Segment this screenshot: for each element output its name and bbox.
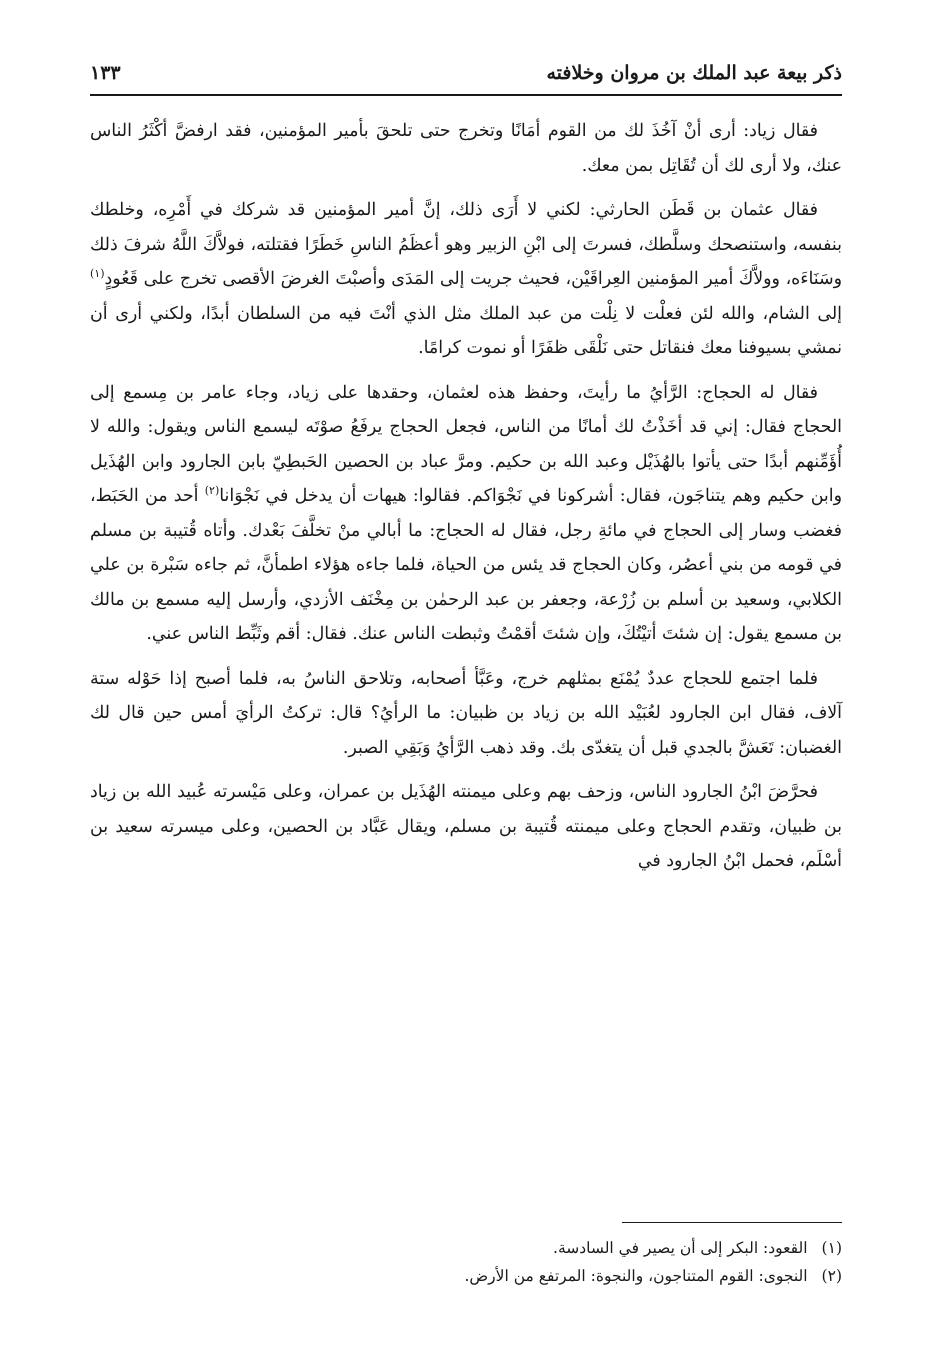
footnote: [90, 1262, 842, 1290]
body-text: [90, 114, 842, 879]
footnote-marker: (١): [90, 267, 105, 281]
paragraph: [90, 114, 842, 183]
footnote-number: (١): [821, 1239, 842, 1257]
paragraph-text: فقال عثمان بن قَطَن الحارثي: لكني لا أَرَى ذلك، إنَّ أمير المؤمنين قد شركك في أَمْرِه، وخلطك بنفسه، واستنصحك وسلَّطك، فسرتَ إلى ابْنِ الزبير وهو أعظَمُ الناسِ خَطَرًا فقتلته، فولاَّكَ اللَّهُ شرفَ ذلك وسَنَاءَه، وولاَّكَ أمير المؤمنين العِراقَيْن، فحيث جريت إلى المَدَى وأصبْتَ الغرضَ الأقصى تخرج على قَعُودٍ: [90, 200, 842, 289]
footnote-number: (٢): [821, 1267, 842, 1285]
paragraph: [90, 662, 842, 766]
paragraph-text: فلما اجتمع للحجاج عددٌ يُمْنَع بمثلهم خرج، وعَبَّأ أصحابه، وتلاحق الناسُ به، فلما أصبح إذا حَوْله ستة آلاف، فقال ابن الجارود لعُبَيْد الله بن زياد بن ظبيان: ما الرأيُ؟ قال: تركتُ الرأيَ أمس حين قال لك الغضبان: تَعَشَّ بالجدي قبل أن يتغدّى بك. وقد ذهب الرَّأيُ وَبَقِي الصبر.: [90, 668, 842, 758]
paragraph-text: فقال زياد: أرى أنْ آخُذَ لك من القوم أمَانًا وتخرج حتى تلحقَ بأمير المؤمنين، فقد ارفضَّ أكْثَرُ الناس عنك، ولا أرى لك أن تُقَاتِل بمن معك.: [90, 121, 842, 176]
footnote-marker: (٢): [204, 484, 220, 498]
paragraph-text: أحد من الحَبَط، فغضب وسار إلى الحجاج في مائةِ رجل، فقال له الحجاج: ما أبالي منْ تخلَّفَ بَعْدك. وأتاه قُتيبة بن مسلم في قومه من بني أعصُر، وكان الحجاج قد يئس من الحياة، فلما جاءه هؤلاء اطمأنَّ، ثم جاءه سَبْرة بن علي الكلابي، وسعيد بن أسلم بن زُرْعة، وجعفر بن عبد الرحمٰن بن مِخْنَف الأزدي، وأرسل إليه مسمع بن مالك بن مسمع يقول: إن شئتَ أتيْتُكَ، وإن شئتَ أقمْتُ وثبطت الناس عنك. فقال: أقم وثَبِّط الناس عني.: [90, 486, 842, 644]
footnote-divider: [622, 1222, 842, 1223]
page-number: ١٣٣: [90, 62, 121, 84]
paragraph: [90, 376, 842, 652]
paragraph-text: إلى الشام، والله لئن فعلْت لا نِلْت من عبد الملك مثل الذي أنْتَ فيه من السلطان أبدًا، ولكني أرى أن نمشي بسيوفنا معك فنقاتل حتى نَلْقَى ظفَرًا أو نموت كرامًا.: [90, 303, 842, 358]
paragraph-text: فحرَّضَ ابْنُ الجارود الناس، وزحف بهم وعلى ميمنته الهُذَيل بن عمران، وعلى مَيْسرته عُبيد الله بن زياد بن ظبيان، وتقدم الحجاج وعلى ميمنته قُتيبة بن مسلم، ويقال عَبَّاد بن الحصين، وعلى ميسرته سعيد بن أسْلَم، فحمل ابْنُ الجارود في: [90, 782, 842, 871]
footnote: [90, 1234, 842, 1262]
footnote-text: النجوى: القوم المتناجون، والنجوة: المرتفع من الأرض.: [464, 1267, 808, 1285]
paragraph: [90, 193, 842, 366]
footnotes: [90, 1234, 842, 1290]
paragraph: [90, 775, 842, 879]
page-header: [90, 58, 842, 96]
running-title: ذكر بيعة عبد الملك بن مروان وخلافته: [546, 62, 842, 84]
footnote-text: القعود: البكر إلى أن يصير في السادسة.: [553, 1239, 808, 1257]
paragraph-text: فقال له الحجاج: الرَّأيُ ما رأيتَ، وحفظ هذه لعثمان، وحقدها على زياد، وجاء عامر بن مِسمع إلى الحجاج فقال: إني قد أخَذْتُ لك أمانًا من الناس، فجعل الحجاج يرفَعُ صوْتَه ليسمع الناس ويقول: والله لا أُؤَمِّنهم أبدًا حتى يأتوا بالهُذَيْل وعبد الله بن حكيم. ومرَّ عباد بن الحصين الحَبطِيّ بابن الجارود وابن الهُذَيل وابن حكيم وهم يتناجَون، فقال: أشركونا في نَجْوَاكم. فقالوا: هيهات أن يدخل في نَجْوَانا: [90, 382, 842, 506]
book-page: [90, 58, 842, 1318]
